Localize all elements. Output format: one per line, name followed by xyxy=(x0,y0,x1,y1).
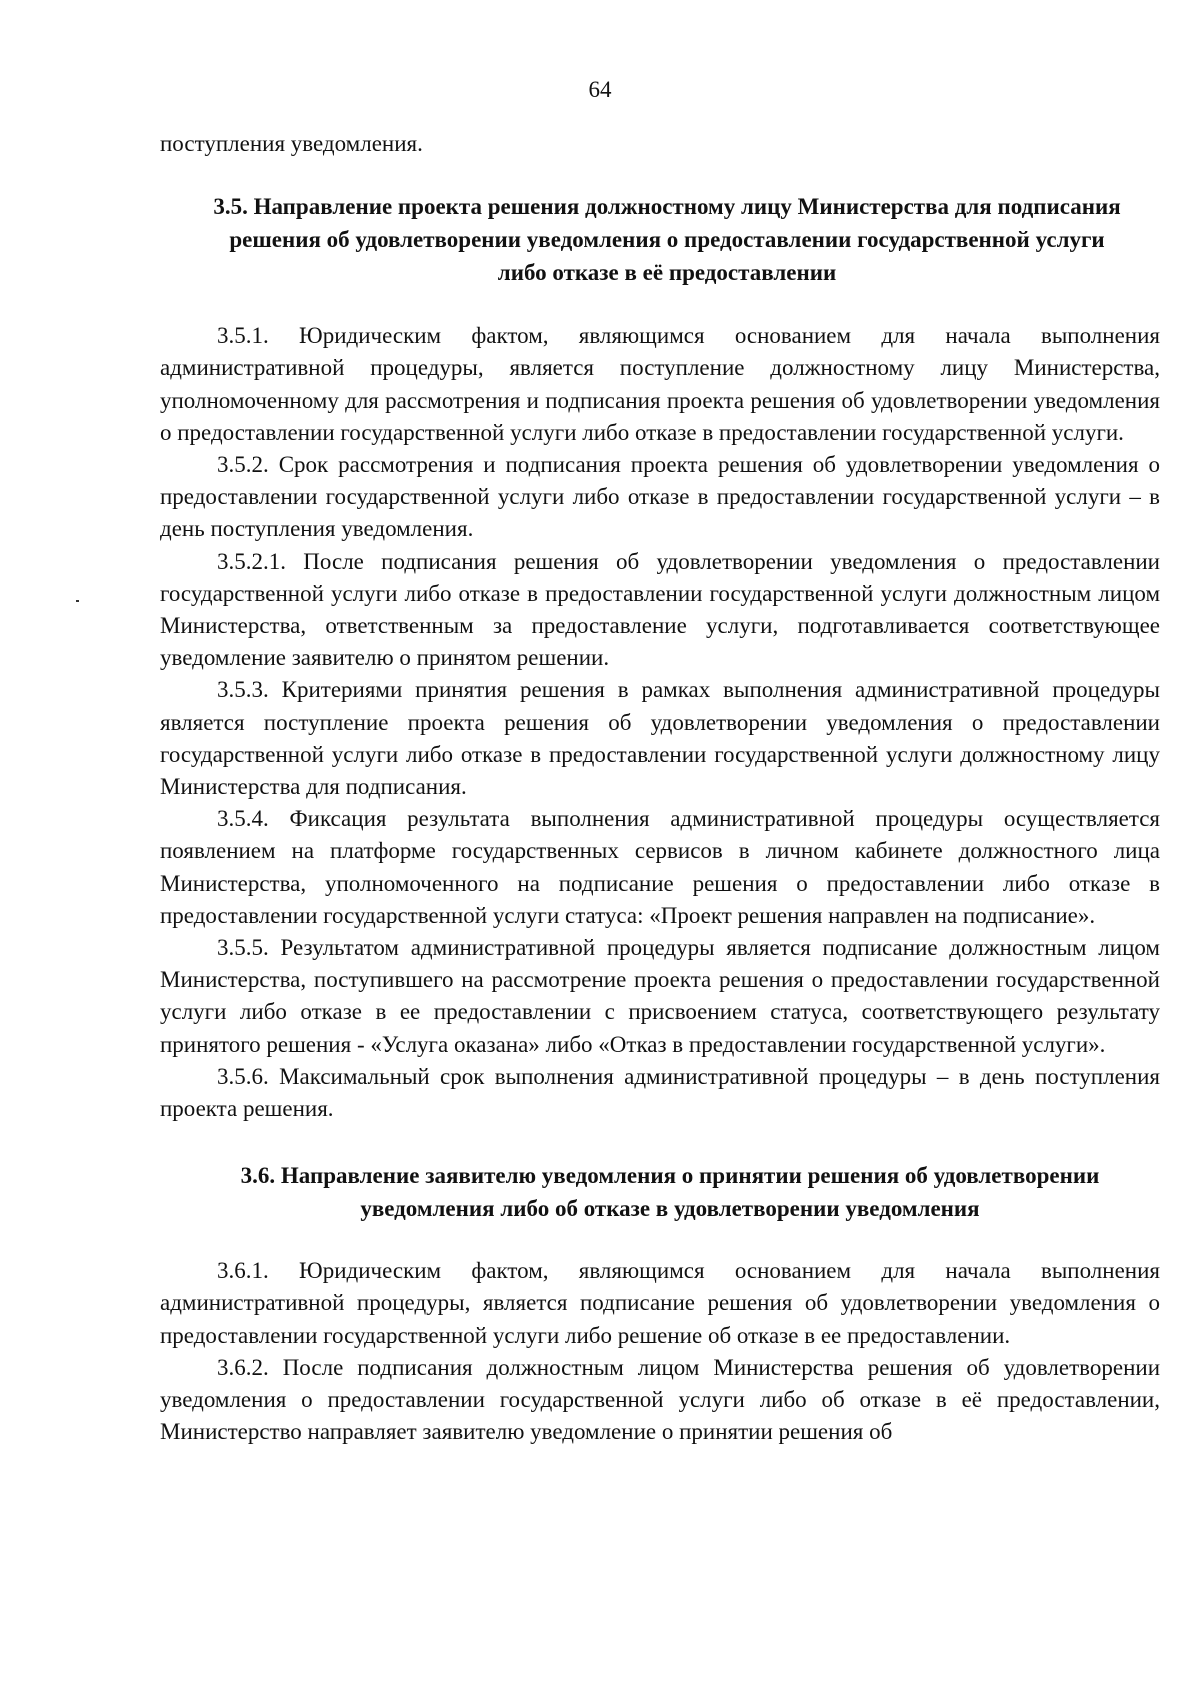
section-heading-3-6: 3.6. Направление заявителю уведомления о принятии решения об удовлетворении уведомления либо об отказе в удовлетворении уведомления xyxy=(240,1163,1100,1222)
paragraph-3-5-2: 3.5.2. Срок рассмотрения и подписания проекта решения об удовлетворении уведомления о предоставлении государственной услуги либо отказе в предоставлении государственной услуги – в день поступления уведомления. xyxy=(160,452,1160,542)
paragraph-3-6-2: 3.6.2. После подписания должностным лицом Министерства решения об удовлетворении уведомления о предоставлении государственной услуги либо об отказе в её предоставлении, Министерство направляет заявителю уведомление о принятии решения об xyxy=(160,1354,1160,1445)
page-number: 64 xyxy=(588,77,612,102)
paragraph-3-6-1: 3.6.1. Юридическим фактом, являющимся основанием для начала выполнения административной процедуры, является подписание решения об удовлетворении уведомления о предоставлении государственной услуги либо решение об отказе в ее предоставлении. xyxy=(160,1258,1160,1348)
section-heading-3-5: 3.5. Направление проекта решения должностному лицу Министерства для подписания решения об удовлетворении уведомления о предоставлении государственной услуги либо отказе в её предоставлении xyxy=(213,194,1121,286)
paragraph-3-5-2-1: 3.5.2.1. После подписания решения об удовлетворении уведомления о предоставлении государственной услуги либо отказе в предоставлении государственной услуги должностным лицом Министерства, ответственным за предоставление услуги, подготавливается соответствующее уведомление заявителю о принятом решении. xyxy=(160,548,1160,671)
paragraph-3-5-1: 3.5.1. Юридическим фактом, являющимся основанием для начала выполнения административной процедуры, является поступление должностному лицу Министерства, уполномоченному для рассмотрения и подписания проекта решения об удовлетворении уведомления о предоставлении государственной услуги либо отказе в предоставлении государственной услуги. xyxy=(160,323,1160,445)
paragraph-3-5-4: 3.5.4. Фиксация результата выполнения административной процедуры осуществляется появлением на платформе государственных сервисов в личном кабинете должностного лица Министерства, уполномоченного на подписание решения о предоставлении либо отказе в предоставлении государственной услуги статуса: «Проект решения направлен на подписание». xyxy=(160,806,1160,928)
paragraph-3-5-5: 3.5.5. Результатом административной процедуры является подписание должностным лицом Министерства, поступившего на рассмотрение проекта решения о предоставлении государственной услуги либо отказе в ее предоставлении с присвоением статуса, соответствующего результату принятого решения - «Услуга оказана» либо «Отказ в предоставлении государственной услуги». xyxy=(160,935,1160,1057)
paragraph-3-5-6: 3.5.6. Максимальный срок выполнения административной процедуры – в день поступления проекта решения. xyxy=(160,1063,1160,1122)
continuation-text: поступления уведомления. xyxy=(160,131,423,156)
document-body xyxy=(160,128,1160,1449)
paragraph-3-5-3: 3.5.3. Критериями принятия решения в рамках выполнения административной процедуры является поступление проекта решения об удовлетворении уведомления о предоставлении государственной услуги либо отказе в предоставлении государственной услуги должностному лицу Министерства для подписания. xyxy=(160,677,1160,800)
scan-speck xyxy=(76,600,79,602)
